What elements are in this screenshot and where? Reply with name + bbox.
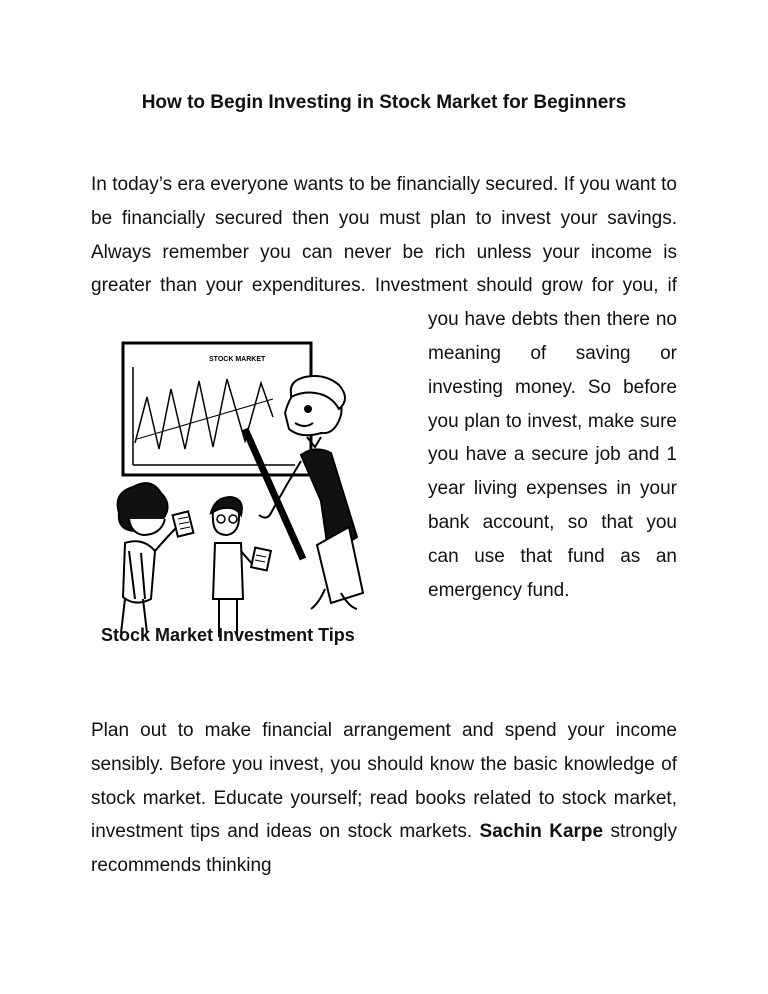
intro-text-continued: Investment should grow for you, if you have debts then there no meaning of saving or investing money. So before you plan to invest, make sure you have a secure job and 1 year living expenses in your bank account, so that you can use that fund as an emergency fund. <box>374 275 677 601</box>
education-text-end: strongly recommends thinking <box>91 821 678 877</box>
stock-market-illustration <box>95 337 415 647</box>
paragraph-intro <box>91 168 677 675</box>
board-label: STOCK MARKET <box>209 356 266 364</box>
education-text: Plan out to make financial arrangement and spend your income sensibly. Before you invest, you should know the basic knowledge of stock market. Educate yourself; read books related to stock market, investment tips and ideas on stock markets. <box>91 720 677 843</box>
paragraph-education <box>91 714 677 883</box>
page-title: How to Begin Investing in Stock Market for Beginners <box>141 92 627 113</box>
man-with-glasses <box>211 497 271 637</box>
illustration-figure <box>91 303 428 675</box>
illustration-caption: Stock Market Investment Tips <box>101 625 355 646</box>
man-curly-hair <box>118 483 194 633</box>
intro-text-start: In today’s era everyone wants to be financially secured. If you want to be financially secured then you must plan to invest your savings. Always remember you can never be rich unless your income is greater than your expenditures. <box>91 174 677 297</box>
author-name: Sachin Karpe <box>479 821 604 843</box>
